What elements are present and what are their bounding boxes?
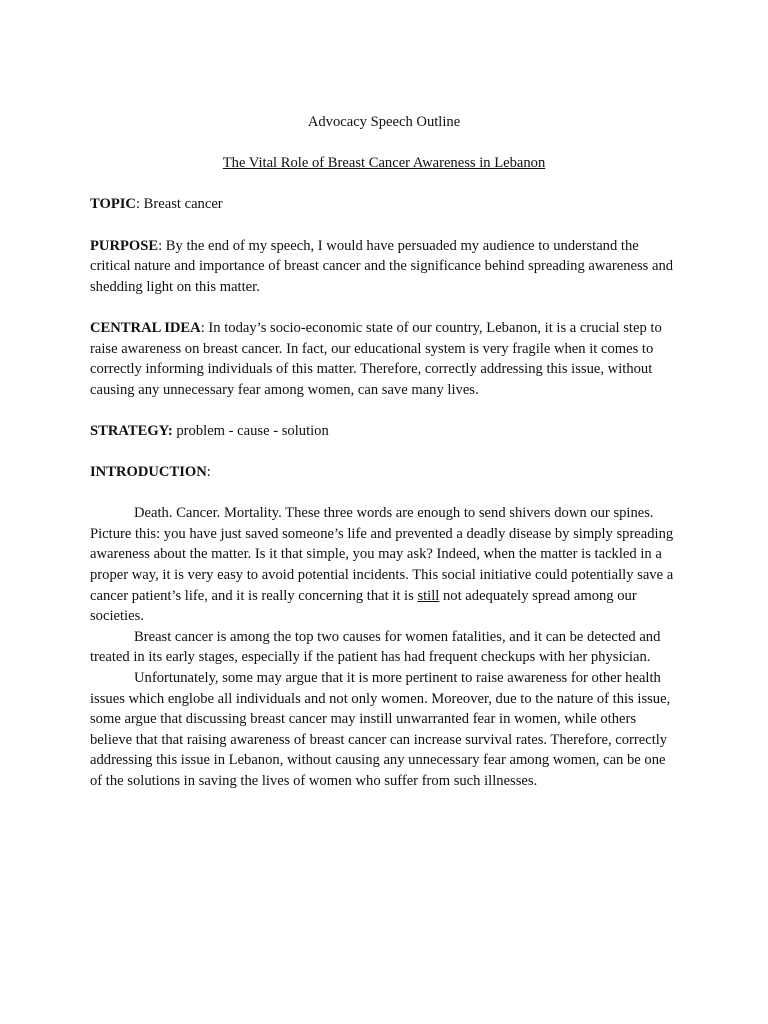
paragraph-1-underlined-word: still — [417, 587, 440, 604]
introduction-paragraph-1 — [90, 503, 678, 627]
introduction-heading — [90, 462, 678, 483]
purpose-label: PURPOSE — [90, 237, 159, 254]
central-idea-text: : In today’s socio-economic state of our country, Lebanon, it is a crucial step to raise awareness on breast cancer. In fact, our educational system is very fragile when it comes to correctly informing individuals of this matter. Therefore, correctly addressing this issue, without causing any unnecessary fear among women, can save many lives. — [90, 319, 662, 398]
introduction-label: INTRODUCTION — [90, 464, 207, 481]
topic-section — [90, 194, 678, 215]
document-title: Advocacy Speech Outline — [307, 114, 461, 130]
strategy-text: problem - cause - solution — [172, 422, 329, 439]
introduction-paragraph-2: Breast cancer is among the top two causes for women fatalities, and it can be detected and treated in its early stages, especially if the patient has had frequent checkups with her physician. — [90, 628, 661, 666]
purpose-section — [90, 236, 678, 298]
document-content — [90, 112, 678, 792]
purpose-text: : By the end of my speech, I would have persuaded my audience to understand the critical nature and importance of breast cancer and the significance behind spreading awareness and shedding light on this matter. — [90, 237, 674, 295]
document-subtitle: The Vital Role of Breast Cancer Awareness in Lebanon — [222, 155, 546, 172]
central-idea-label: CENTRAL IDEA — [90, 319, 201, 336]
topic-text: : Breast cancer — [135, 196, 223, 213]
paragraph-1-text-end: not adequately spread among our societies. — [90, 587, 637, 625]
topic-label: TOPIC — [90, 196, 136, 213]
introduction-colon: : — [206, 464, 211, 481]
strategy-label: STRATEGY: — [90, 422, 173, 439]
introduction-paragraph-3: Unfortunately, some may argue that it is more pertinent to raise awareness for other health issues which englobe all individuals and not only women. Moreover, due to the nature of this issue, some argue that discussing breast cancer may instill unwarranted fear in women, while others believe that that raising awareness of breast cancer can increase survival rates. Therefore, correctly addressing this issue in Lebanon, without causing any unnecessary fear among women, can be one of the solutions in saving the lives of women who suffer from such illnesses. — [90, 670, 671, 789]
paragraph-1-text-start: Death. Cancer. Mortality. These three words are enough to send shivers down our spines. Picture this: you have just saved someone’s life and prevented a deadly disease by simply spreading awareness about the matter. Is it that simple, you may ask? Indeed, when the matter is tackled in a proper way, it is very easy to avoid potential incidents. This social initiative could potentially save a cancer patient’s life, and it is really concerning that it is — [90, 505, 674, 604]
strategy-section — [90, 421, 678, 442]
central-idea-section — [90, 318, 678, 400]
